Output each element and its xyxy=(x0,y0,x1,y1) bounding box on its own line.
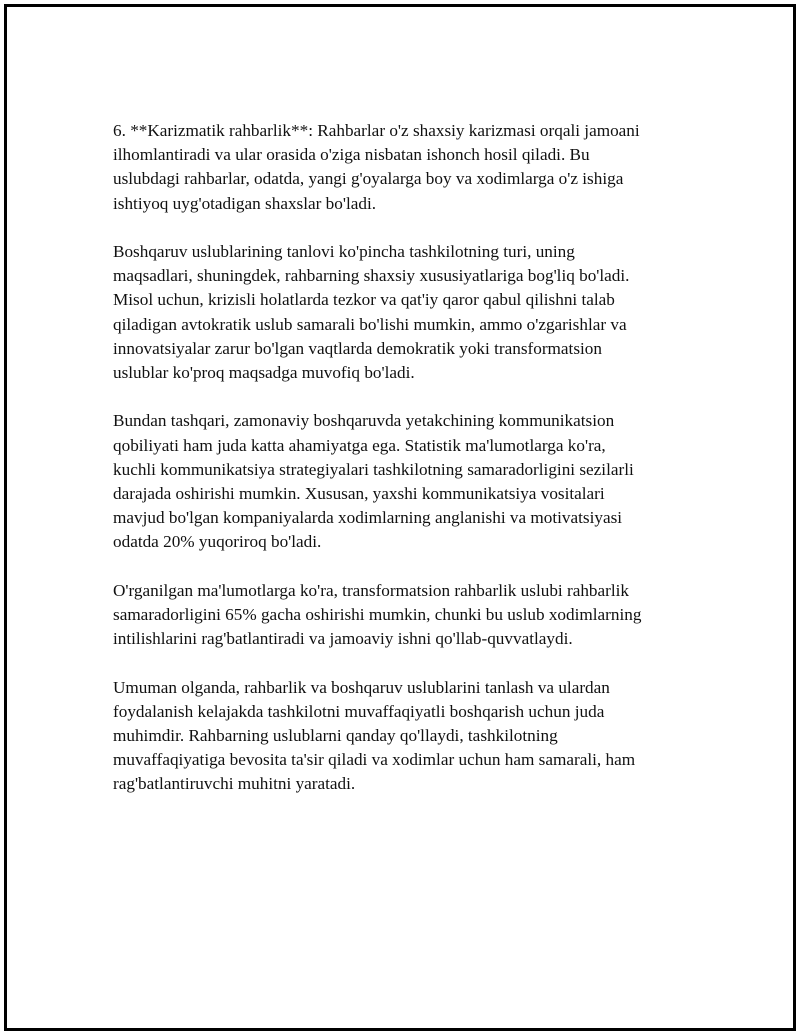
text-line: muvaffaqiyatiga bevosita ta'sir qiladi va xodimlar uchun ham samarali, ham xyxy=(113,750,636,770)
paragraph-style-selection xyxy=(113,240,713,385)
paragraph-conclusion xyxy=(113,676,713,797)
text-line: ilhomlantiradi va ular orasida o'ziga nisbatan ishonch hosil qiladi. Bu xyxy=(113,145,590,165)
paragraph-charismatic-leadership xyxy=(113,119,713,216)
text-line: Umuman olganda, rahbarlik va boshqaruv uslublarini tanlash va ulardan xyxy=(113,677,610,697)
text-line: Boshqaruv uslublarining tanlovi ko'pincha tashkilotning turi, uning xyxy=(113,242,575,261)
text-line: odatda 20% yuqoriroq bo'ladi. xyxy=(113,532,322,552)
text-line: mavjud bo'lgan kompaniyalarda xodimlarning anglanishi va motivatsiyasi xyxy=(113,508,623,528)
text-line: qiladigan avtokratik uslub samarali bo'lishi mumkin, ammo o'zgarishlar va xyxy=(113,314,627,334)
text-line: samaradorligini 65% gacha oshirishi mumkin, chunki bu uslub xodimlarning xyxy=(113,605,642,625)
text-line: Misol uchun, krizisli holatlarda tezkor va qat'iy qaror qabul qilishni talab xyxy=(113,290,615,310)
document-body xyxy=(113,119,713,821)
text-line: uslubdagi rahbarlar, odatda, yangi g'oyalarga boy va xodimlarga o'z ishiga xyxy=(113,169,624,189)
text-line: maqsadlari, shuningdek, rahbarning shaxsiy xususiyatlariga bog'liq bo'ladi. xyxy=(113,266,630,286)
text-line: rag'batlantiruvchi muhitni yaratadi. xyxy=(113,774,356,794)
text-line: darajada oshirishi mumkin. Xususan, yaxshi kommunikatsiya vositalari xyxy=(113,484,605,504)
text-line: O'rganilgan ma'lumotlarga ko'ra, transformatsion rahbarlik uslubi rahbarlik xyxy=(113,580,630,600)
text-line: Bundan tashqari, zamonaviy boshqaruvda yetakchining kommunikatsion xyxy=(113,411,615,431)
text-line: ishtiyoq uyg'otadigan shaxslar bo'ladi. xyxy=(113,193,377,213)
paragraph-communication xyxy=(113,409,713,554)
text-line: 6. **Karizmatik rahbarlik**: Rahbarlar o'z shaxsiy karizmasi orqali jamoani xyxy=(113,121,640,140)
text-line: uslublar ko'proq maqsadga muvofiq bo'ladi. xyxy=(113,363,415,383)
text-line: qobiliyati ham juda katta ahamiyatga ega. Statistik ma'lumotlarga ko'ra, xyxy=(113,435,606,455)
text-line: intilishlarini rag'batlantiradi va jamoaviy ishni qo'llab-quvvatlaydi. xyxy=(113,629,573,649)
text-line: kuchli kommunikatsiya strategiyalari tashkilotning samaradorligini sezilarli xyxy=(113,459,634,479)
text-line: muhimdir. Rahbarning uslublarni qanday qo'llaydi, tashkilotning xyxy=(113,726,558,746)
paragraph-transformational-effect xyxy=(113,579,713,652)
text-line: innovatsiyalar zarur bo'lgan vaqtlarda demokratik yoki transformatsion xyxy=(113,338,602,358)
text-line: foydalanish kelajakda tashkilotni muvaffaqiyatli boshqarish uchun juda xyxy=(113,701,605,721)
